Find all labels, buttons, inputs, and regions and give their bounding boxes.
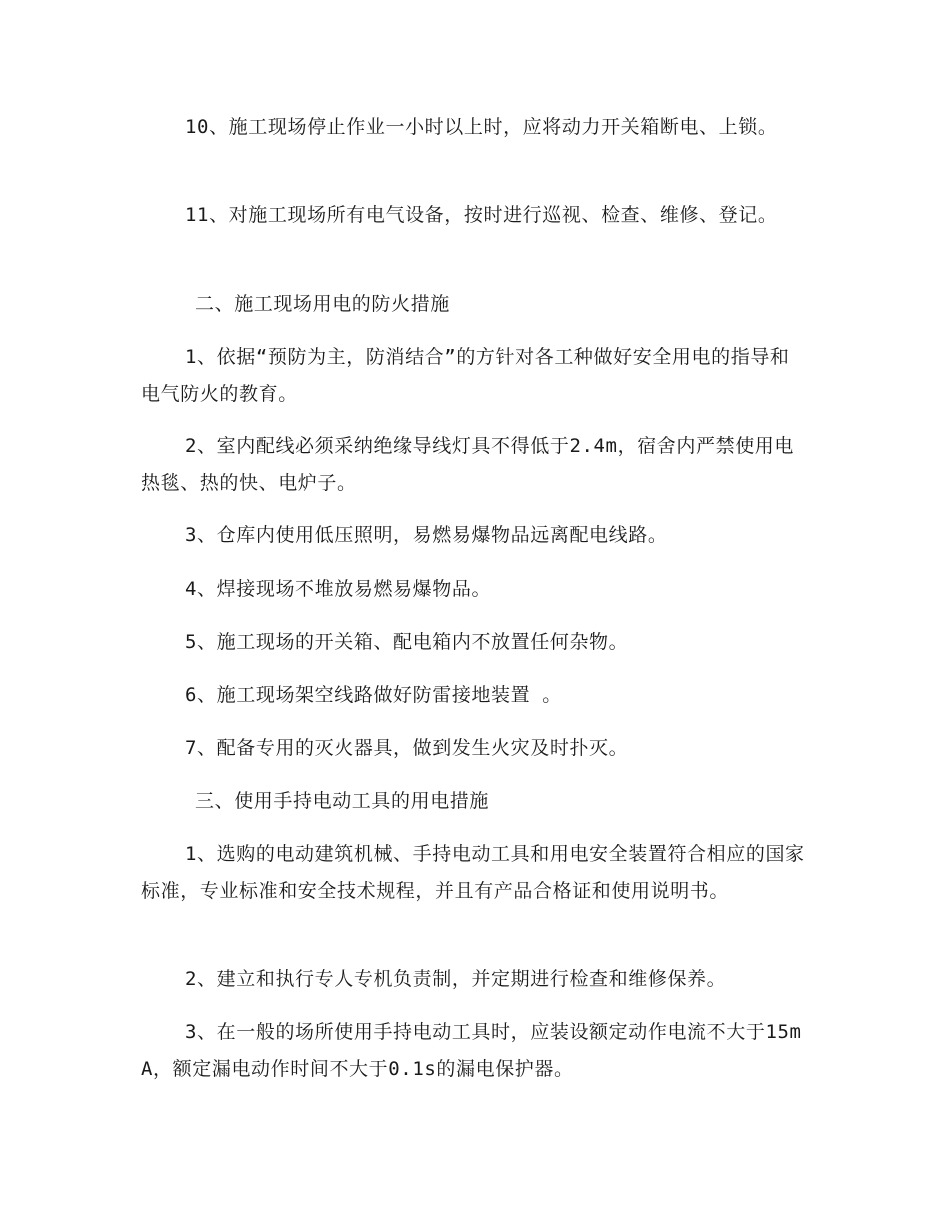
paragraph-fire-1: 1、依据“预防为主，防消结合”的方针对各工种做好安全用电的指导和电气防火的教育。 — [141, 346, 790, 405]
paragraph-fire-6: 6、施工现场架空线路做好防雷接地装置 。 — [185, 684, 562, 706]
paragraph-item-11: 11、对施工现场所有电气设备，按时进行巡视、检查、维修、登记。 — [185, 204, 778, 226]
paragraph-item-10: 10、施工现场停止作业一小时以上时，应将动力开关箱断电、上锁。 — [185, 116, 778, 138]
paragraph-tools-3: 3、在一般的场所使用手持电动工具时，应装设额定动作电流不大于15mA，额定漏电动作时间不大于0.1s的漏电保护器。 — [141, 1021, 802, 1080]
paragraph-fire-4: 4、焊接现场不堆放易燃易爆物品。 — [185, 578, 492, 600]
section-heading-handheld-tools: 三、使用手持电动工具的用电措施 — [195, 790, 490, 812]
paragraph-fire-3: 3、仓库内使用低压照明，易燃易爆物品远离配电线路。 — [185, 524, 668, 546]
paragraph-tools-1: 1、选购的电动建筑机械、手持电动工具和用电安全装置符合相应的国家标准，专业标准和安全技术规程，并且有产品合格证和使用说明书。 — [141, 843, 805, 902]
paragraph-tools-2: 2、建立和执行专人专机负责制，并定期进行检查和维修保养。 — [185, 968, 727, 990]
paragraph-fire-2: 2、室内配线必须采纳绝缘导线灯具不得低于2.4m，宿舍内严禁使用电热毯、热的快、电炉子。 — [141, 435, 794, 494]
section-heading-fire-prevention: 二、施工现场用电的防火措施 — [195, 293, 450, 315]
paragraph-fire-7: 7、配备专用的灭火器具，做到发生火灾及时扑灭。 — [185, 737, 629, 759]
paragraph-fire-5: 5、施工现场的开关箱、配电箱内不放置任何杂物。 — [185, 631, 629, 653]
